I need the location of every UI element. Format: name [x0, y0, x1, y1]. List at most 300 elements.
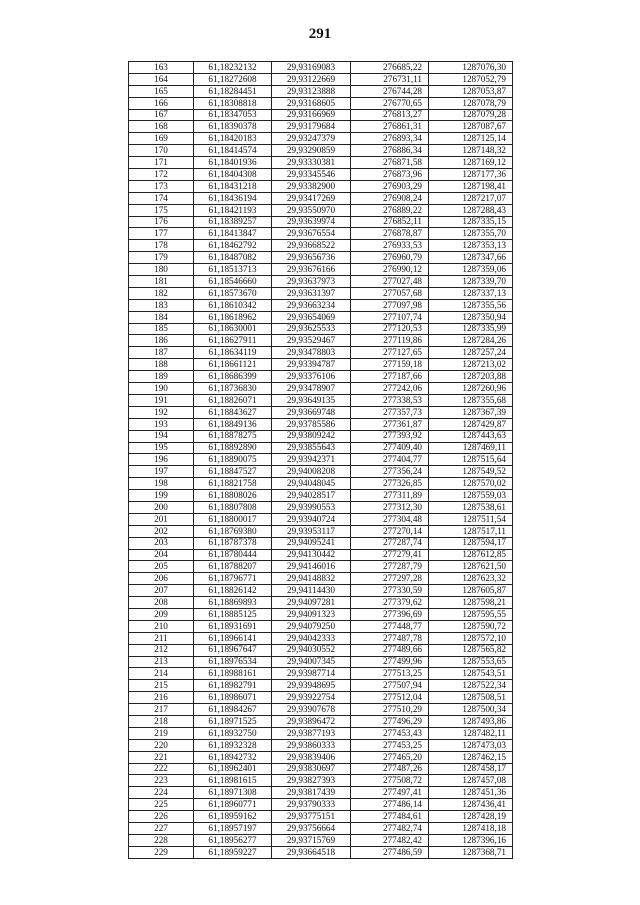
point-number-cell: 207 — [129, 585, 194, 597]
table-row — [129, 513, 513, 525]
latitude-cell: 61,18627911 — [194, 335, 272, 347]
x-coordinate-cell: 276990,12 — [351, 264, 429, 276]
longitude-cell: 29,93839406 — [272, 751, 351, 763]
point-number-cell: 184 — [129, 311, 194, 323]
x-coordinate-cell: 277120,53 — [351, 323, 429, 335]
point-number-cell: 215 — [129, 680, 194, 692]
x-coordinate-cell: 276908,24 — [351, 192, 429, 204]
y-coordinate-cell: 1287511,54 — [429, 513, 513, 525]
y-coordinate-cell: 1287590,72 — [429, 620, 513, 632]
point-number-cell: 167 — [129, 109, 194, 121]
x-coordinate-cell: 276886,34 — [351, 145, 429, 157]
table-row — [129, 359, 513, 371]
point-number-cell: 218 — [129, 715, 194, 727]
point-number-cell: 196 — [129, 454, 194, 466]
y-coordinate-cell: 1287076,30 — [429, 62, 513, 74]
latitude-cell: 61,18610342 — [194, 299, 272, 311]
longitude-cell: 29,94028517 — [272, 490, 351, 502]
table-row — [129, 537, 513, 549]
x-coordinate-cell: 276903,29 — [351, 180, 429, 192]
x-coordinate-cell: 277507,94 — [351, 680, 429, 692]
point-number-cell: 202 — [129, 525, 194, 537]
latitude-cell: 61,18347053 — [194, 109, 272, 121]
latitude-cell: 61,18634119 — [194, 347, 272, 359]
point-number-cell: 182 — [129, 287, 194, 299]
latitude-cell: 61,18843627 — [194, 406, 272, 418]
table-row — [129, 775, 513, 787]
y-coordinate-cell: 1287623,32 — [429, 573, 513, 585]
longitude-cell: 29,93639974 — [272, 216, 351, 228]
table-row — [129, 240, 513, 252]
x-coordinate-cell: 277465,20 — [351, 751, 429, 763]
y-coordinate-cell: 1287339,70 — [429, 276, 513, 288]
x-coordinate-cell: 277119,86 — [351, 335, 429, 347]
y-coordinate-cell: 1287052,79 — [429, 73, 513, 85]
y-coordinate-cell: 1287355,68 — [429, 394, 513, 406]
y-coordinate-cell: 1287337,13 — [429, 287, 513, 299]
table-row — [129, 466, 513, 478]
table-row — [129, 394, 513, 406]
longitude-cell: 29,93625533 — [272, 323, 351, 335]
latitude-cell: 61,18821758 — [194, 478, 272, 490]
y-coordinate-cell: 1287515,64 — [429, 454, 513, 466]
point-number-cell: 169 — [129, 133, 194, 145]
y-coordinate-cell: 1287335,15 — [429, 216, 513, 228]
table-row — [129, 620, 513, 632]
point-number-cell: 212 — [129, 644, 194, 656]
point-number-cell: 200 — [129, 501, 194, 513]
latitude-cell: 61,18971308 — [194, 787, 272, 799]
table-row — [129, 85, 513, 97]
table-row — [129, 834, 513, 846]
longitude-cell: 29,93940724 — [272, 513, 351, 525]
x-coordinate-cell: 276878,87 — [351, 228, 429, 240]
point-number-cell: 191 — [129, 394, 194, 406]
latitude-cell: 61,18401936 — [194, 157, 272, 169]
y-coordinate-cell: 1287078,79 — [429, 97, 513, 109]
y-coordinate-cell: 1287079,28 — [429, 109, 513, 121]
x-coordinate-cell: 276871,58 — [351, 157, 429, 169]
point-number-cell: 172 — [129, 169, 194, 181]
y-coordinate-cell: 1287565,82 — [429, 644, 513, 656]
y-coordinate-cell: 1287177,36 — [429, 169, 513, 181]
table-row — [129, 287, 513, 299]
latitude-cell: 61,18686399 — [194, 371, 272, 383]
latitude-cell: 61,18389257 — [194, 216, 272, 228]
longitude-cell: 29,94048045 — [272, 478, 351, 490]
table-row — [129, 454, 513, 466]
x-coordinate-cell: 277127,65 — [351, 347, 429, 359]
x-coordinate-cell: 277338,53 — [351, 394, 429, 406]
latitude-cell: 61,18413847 — [194, 228, 272, 240]
latitude-cell: 61,18487082 — [194, 252, 272, 264]
y-coordinate-cell: 1287350,94 — [429, 311, 513, 323]
longitude-cell: 29,93631397 — [272, 287, 351, 299]
point-number-cell: 177 — [129, 228, 194, 240]
point-number-cell: 179 — [129, 252, 194, 264]
longitude-cell: 29,93478907 — [272, 383, 351, 395]
latitude-cell: 61,18849136 — [194, 418, 272, 430]
y-coordinate-cell: 1287469,11 — [429, 442, 513, 454]
point-number-cell: 195 — [129, 442, 194, 454]
y-coordinate-cell: 1287368,71 — [429, 846, 513, 858]
longitude-cell: 29,93990553 — [272, 501, 351, 513]
latitude-cell: 61,18869893 — [194, 597, 272, 609]
latitude-cell: 61,18513713 — [194, 264, 272, 276]
point-number-cell: 193 — [129, 418, 194, 430]
y-coordinate-cell: 1287538,61 — [429, 501, 513, 513]
table-row — [129, 739, 513, 751]
y-coordinate-cell: 1287462,15 — [429, 751, 513, 763]
x-coordinate-cell: 276889,22 — [351, 204, 429, 216]
point-number-cell: 221 — [129, 751, 194, 763]
y-coordinate-cell: 1287543,51 — [429, 668, 513, 680]
point-number-cell: 224 — [129, 787, 194, 799]
latitude-cell: 61,18932750 — [194, 727, 272, 739]
table-row — [129, 811, 513, 823]
x-coordinate-cell: 277497,41 — [351, 787, 429, 799]
latitude-cell: 61,18390378 — [194, 121, 272, 133]
x-coordinate-cell: 276685,22 — [351, 62, 429, 74]
x-coordinate-cell: 277489,66 — [351, 644, 429, 656]
latitude-cell: 61,18892890 — [194, 442, 272, 454]
x-coordinate-cell: 277453,43 — [351, 727, 429, 739]
x-coordinate-cell: 277270,14 — [351, 525, 429, 537]
x-coordinate-cell: 276852,11 — [351, 216, 429, 228]
table-row — [129, 751, 513, 763]
latitude-cell: 61,18808026 — [194, 490, 272, 502]
longitude-cell: 29,93953117 — [272, 525, 351, 537]
table-row — [129, 656, 513, 668]
latitude-cell: 61,18404308 — [194, 169, 272, 181]
x-coordinate-cell: 276960,79 — [351, 252, 429, 264]
longitude-cell: 29,93896472 — [272, 715, 351, 727]
point-number-cell: 190 — [129, 383, 194, 395]
x-coordinate-cell: 277512,04 — [351, 692, 429, 704]
longitude-cell: 29,93330381 — [272, 157, 351, 169]
longitude-cell: 29,93550970 — [272, 204, 351, 216]
x-coordinate-cell: 277496,29 — [351, 715, 429, 727]
x-coordinate-cell: 276893,34 — [351, 133, 429, 145]
y-coordinate-cell: 1287594,17 — [429, 537, 513, 549]
latitude-cell: 61,18967647 — [194, 644, 272, 656]
y-coordinate-cell: 1287429,87 — [429, 418, 513, 430]
latitude-cell: 61,18769380 — [194, 525, 272, 537]
y-coordinate-cell: 1287355,70 — [429, 228, 513, 240]
x-coordinate-cell: 277287,79 — [351, 561, 429, 573]
x-coordinate-cell: 277330,59 — [351, 585, 429, 597]
latitude-cell: 61,18982791 — [194, 680, 272, 692]
point-number-cell: 204 — [129, 549, 194, 561]
point-number-cell: 180 — [129, 264, 194, 276]
point-number-cell: 165 — [129, 85, 194, 97]
point-number-cell: 164 — [129, 73, 194, 85]
table-row — [129, 406, 513, 418]
table-row — [129, 418, 513, 430]
latitude-cell: 61,18573670 — [194, 287, 272, 299]
latitude-cell: 61,18462792 — [194, 240, 272, 252]
table-row — [129, 430, 513, 442]
table-row — [129, 121, 513, 133]
point-number-cell: 206 — [129, 573, 194, 585]
x-coordinate-cell: 277097,98 — [351, 299, 429, 311]
x-coordinate-cell: 277404,77 — [351, 454, 429, 466]
longitude-cell: 29,93529467 — [272, 335, 351, 347]
x-coordinate-cell: 277242,06 — [351, 383, 429, 395]
table-row — [129, 145, 513, 157]
x-coordinate-cell: 277027,48 — [351, 276, 429, 288]
x-coordinate-cell: 277482,42 — [351, 834, 429, 846]
y-coordinate-cell: 1287428,19 — [429, 811, 513, 823]
longitude-cell: 29,93855643 — [272, 442, 351, 454]
longitude-cell: 29,94130442 — [272, 549, 351, 561]
longitude-cell: 29,93790333 — [272, 799, 351, 811]
table-row — [129, 133, 513, 145]
table-row — [129, 823, 513, 835]
table-row — [129, 347, 513, 359]
latitude-cell: 61,18284451 — [194, 85, 272, 97]
point-number-cell: 188 — [129, 359, 194, 371]
longitude-cell: 29,93382900 — [272, 180, 351, 192]
latitude-cell: 61,18431218 — [194, 180, 272, 192]
x-coordinate-cell: 277287,74 — [351, 537, 429, 549]
longitude-cell: 29,93907678 — [272, 704, 351, 716]
longitude-cell: 29,93169083 — [272, 62, 351, 74]
y-coordinate-cell: 1287148,32 — [429, 145, 513, 157]
x-coordinate-cell: 277482,74 — [351, 823, 429, 835]
y-coordinate-cell: 1287335,99 — [429, 323, 513, 335]
table-row — [129, 597, 513, 609]
latitude-cell: 61,18796771 — [194, 573, 272, 585]
x-coordinate-cell: 277484,61 — [351, 811, 429, 823]
latitude-cell: 61,18618962 — [194, 311, 272, 323]
table-row — [129, 228, 513, 240]
latitude-cell: 61,18971525 — [194, 715, 272, 727]
coordinates-table — [128, 61, 513, 859]
point-number-cell: 205 — [129, 561, 194, 573]
y-coordinate-cell: 1287257,24 — [429, 347, 513, 359]
longitude-cell: 29,94007345 — [272, 656, 351, 668]
latitude-cell: 61,18800017 — [194, 513, 272, 525]
longitude-cell: 29,93715769 — [272, 834, 351, 846]
table-row — [129, 216, 513, 228]
x-coordinate-cell: 276744,28 — [351, 85, 429, 97]
longitude-cell: 29,93168605 — [272, 97, 351, 109]
latitude-cell: 61,18780444 — [194, 549, 272, 561]
longitude-cell: 29,93785586 — [272, 418, 351, 430]
x-coordinate-cell: 276873,96 — [351, 169, 429, 181]
y-coordinate-cell: 1287451,36 — [429, 787, 513, 799]
table-row — [129, 763, 513, 775]
longitude-cell: 29,93756664 — [272, 823, 351, 835]
point-number-cell: 187 — [129, 347, 194, 359]
y-coordinate-cell: 1287396,16 — [429, 834, 513, 846]
x-coordinate-cell: 277107,74 — [351, 311, 429, 323]
point-number-cell: 197 — [129, 466, 194, 478]
longitude-cell: 29,94114430 — [272, 585, 351, 597]
table-row — [129, 585, 513, 597]
y-coordinate-cell: 1287517,11 — [429, 525, 513, 537]
x-coordinate-cell: 277326,85 — [351, 478, 429, 490]
point-number-cell: 176 — [129, 216, 194, 228]
longitude-cell: 29,94030552 — [272, 644, 351, 656]
latitude-cell: 61,18436194 — [194, 192, 272, 204]
point-number-cell: 217 — [129, 704, 194, 716]
y-coordinate-cell: 1287418,18 — [429, 823, 513, 835]
longitude-cell: 29,93637973 — [272, 276, 351, 288]
y-coordinate-cell: 1287443,63 — [429, 430, 513, 442]
x-coordinate-cell: 277297,28 — [351, 573, 429, 585]
point-number-cell: 210 — [129, 620, 194, 632]
point-number-cell: 199 — [129, 490, 194, 502]
y-coordinate-cell: 1287087,67 — [429, 121, 513, 133]
latitude-cell: 61,18959227 — [194, 846, 272, 858]
longitude-cell: 29,93877193 — [272, 727, 351, 739]
latitude-cell: 61,18962401 — [194, 763, 272, 775]
x-coordinate-cell: 276770,65 — [351, 97, 429, 109]
longitude-cell: 29,93942371 — [272, 454, 351, 466]
table-row — [129, 252, 513, 264]
longitude-cell: 29,93669748 — [272, 406, 351, 418]
latitude-cell: 61,18966141 — [194, 632, 272, 644]
y-coordinate-cell: 1287347,66 — [429, 252, 513, 264]
longitude-cell: 29,93922754 — [272, 692, 351, 704]
table-row — [129, 501, 513, 513]
latitude-cell: 61,18788207 — [194, 561, 272, 573]
longitude-cell: 29,93664518 — [272, 846, 351, 858]
y-coordinate-cell: 1287353,13 — [429, 240, 513, 252]
table-row — [129, 73, 513, 85]
longitude-cell: 29,93649135 — [272, 394, 351, 406]
latitude-cell: 61,18976534 — [194, 656, 272, 668]
longitude-cell: 29,93809242 — [272, 430, 351, 442]
longitude-cell: 29,93345546 — [272, 169, 351, 181]
latitude-cell: 61,18546660 — [194, 276, 272, 288]
y-coordinate-cell: 1287359,06 — [429, 264, 513, 276]
table-row — [129, 264, 513, 276]
x-coordinate-cell: 276731,11 — [351, 73, 429, 85]
y-coordinate-cell: 1287570,02 — [429, 478, 513, 490]
table-row — [129, 335, 513, 347]
y-coordinate-cell: 1287458,17 — [429, 763, 513, 775]
latitude-cell: 61,18736830 — [194, 383, 272, 395]
table-row — [129, 323, 513, 335]
point-number-cell: 166 — [129, 97, 194, 109]
y-coordinate-cell: 1287605,87 — [429, 585, 513, 597]
y-coordinate-cell: 1287053,87 — [429, 85, 513, 97]
longitude-cell: 29,93676554 — [272, 228, 351, 240]
y-coordinate-cell: 1287572,10 — [429, 632, 513, 644]
table-row — [129, 573, 513, 585]
x-coordinate-cell: 277159,18 — [351, 359, 429, 371]
longitude-cell: 29,93827393 — [272, 775, 351, 787]
table-row — [129, 561, 513, 573]
longitude-cell: 29,93290859 — [272, 145, 351, 157]
longitude-cell: 29,94146016 — [272, 561, 351, 573]
x-coordinate-cell: 277379,62 — [351, 597, 429, 609]
x-coordinate-cell: 277312,30 — [351, 501, 429, 513]
latitude-cell: 61,18826142 — [194, 585, 272, 597]
point-number-cell: 203 — [129, 537, 194, 549]
y-coordinate-cell: 1287621,50 — [429, 561, 513, 573]
longitude-cell: 29,94042333 — [272, 632, 351, 644]
table-row — [129, 680, 513, 692]
y-coordinate-cell: 1287203,88 — [429, 371, 513, 383]
y-coordinate-cell: 1287482,11 — [429, 727, 513, 739]
point-number-cell: 201 — [129, 513, 194, 525]
latitude-cell: 61,18890075 — [194, 454, 272, 466]
x-coordinate-cell: 277361,87 — [351, 418, 429, 430]
longitude-cell: 29,93817439 — [272, 787, 351, 799]
longitude-cell: 29,93122669 — [272, 73, 351, 85]
latitude-cell: 61,18847527 — [194, 466, 272, 478]
latitude-cell: 61,18984267 — [194, 704, 272, 716]
point-number-cell: 194 — [129, 430, 194, 442]
y-coordinate-cell: 1287284,26 — [429, 335, 513, 347]
y-coordinate-cell: 1287500,34 — [429, 704, 513, 716]
longitude-cell: 29,93775151 — [272, 811, 351, 823]
x-coordinate-cell: 277510,29 — [351, 704, 429, 716]
y-coordinate-cell: 1287612,85 — [429, 549, 513, 561]
point-number-cell: 226 — [129, 811, 194, 823]
y-coordinate-cell: 1287436,41 — [429, 799, 513, 811]
table-row — [129, 644, 513, 656]
y-coordinate-cell: 1287598,21 — [429, 597, 513, 609]
y-coordinate-cell: 1287355,56 — [429, 299, 513, 311]
latitude-cell: 61,18308818 — [194, 97, 272, 109]
table-row — [129, 311, 513, 323]
table-row — [129, 442, 513, 454]
table-row — [129, 787, 513, 799]
latitude-cell: 61,18981615 — [194, 775, 272, 787]
latitude-cell: 61,18957197 — [194, 823, 272, 835]
point-number-cell: 223 — [129, 775, 194, 787]
y-coordinate-cell: 1287595,55 — [429, 608, 513, 620]
x-coordinate-cell: 277487,78 — [351, 632, 429, 644]
table-row — [129, 608, 513, 620]
longitude-cell: 29,93987714 — [272, 668, 351, 680]
x-coordinate-cell: 277448,77 — [351, 620, 429, 632]
longitude-cell: 29,93123888 — [272, 85, 351, 97]
latitude-cell: 61,18878275 — [194, 430, 272, 442]
y-coordinate-cell: 1287522,34 — [429, 680, 513, 692]
point-number-cell: 222 — [129, 763, 194, 775]
table-row — [129, 276, 513, 288]
x-coordinate-cell: 277279,41 — [351, 549, 429, 561]
y-coordinate-cell: 1287457,08 — [429, 775, 513, 787]
point-number-cell: 185 — [129, 323, 194, 335]
table-row — [129, 169, 513, 181]
longitude-cell: 29,93676166 — [272, 264, 351, 276]
page-number: 291 — [308, 26, 332, 42]
latitude-cell: 61,18956277 — [194, 834, 272, 846]
x-coordinate-cell: 277357,73 — [351, 406, 429, 418]
y-coordinate-cell: 1287553,65 — [429, 656, 513, 668]
y-coordinate-cell: 1287125,14 — [429, 133, 513, 145]
point-number-cell: 228 — [129, 834, 194, 846]
longitude-cell: 29,93860333 — [272, 739, 351, 751]
latitude-cell: 61,18960771 — [194, 799, 272, 811]
table-row — [129, 109, 513, 121]
x-coordinate-cell: 277393,92 — [351, 430, 429, 442]
table-row — [129, 799, 513, 811]
point-number-cell: 181 — [129, 276, 194, 288]
point-number-cell: 178 — [129, 240, 194, 252]
table-row — [129, 62, 513, 74]
longitude-cell: 29,93948695 — [272, 680, 351, 692]
point-number-cell: 163 — [129, 62, 194, 74]
x-coordinate-cell: 277311,89 — [351, 490, 429, 502]
